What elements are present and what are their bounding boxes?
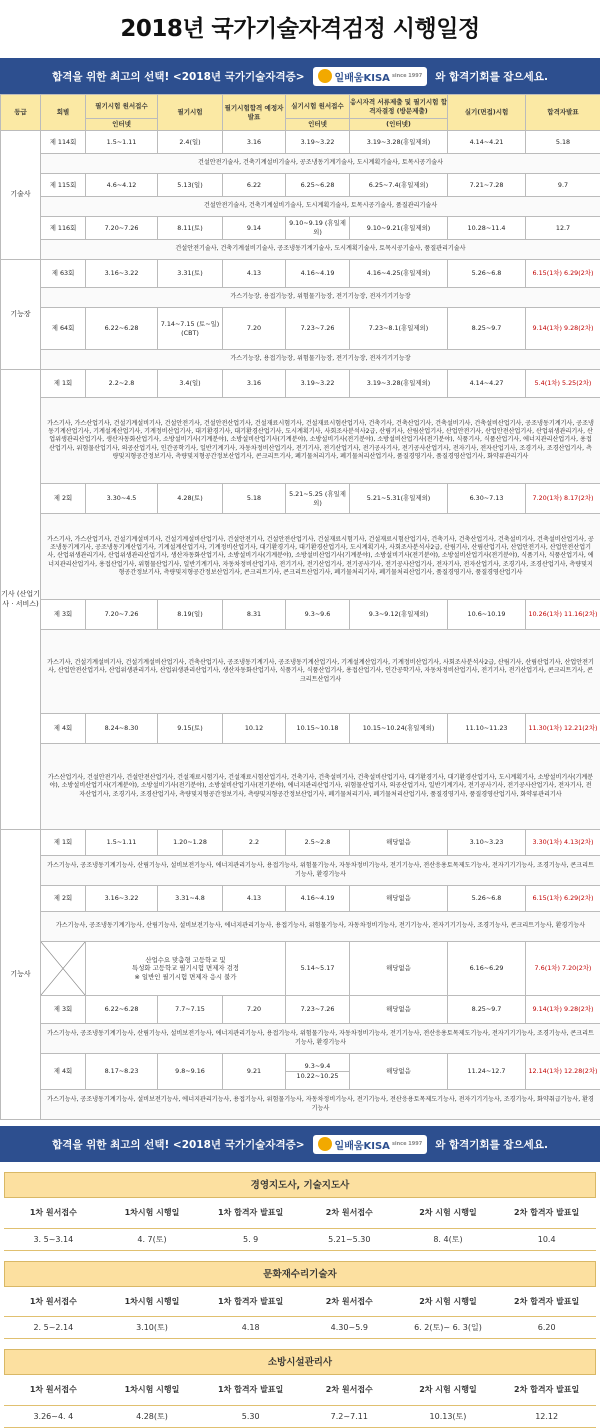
section-table: 1차 원서접수 1차시험 시행일 1차 합격자 발표일 2차 원서접수 2차 시험 시행일 2차 합격자 발표일 3. 5~3.14 4. 7(토) 5. 9 5.21~5.30 8. 4(토) 10.4 (4, 1198, 596, 1251)
owl-icon (318, 69, 332, 83)
header-internet: 인터넷 (86, 119, 158, 131)
table-row: 기사 (산업기사 · 서비스) 제 1회 2.2~2.8 3.4(일) 3.16 3.19~3.22 3.19~3.28(휴일제외) 4.14~4.27 5.4(1차) 5.25(2차) (1, 370, 600, 398)
subjects-row: 가스기사, 가스산업기사, 건설기계설비기사, 건설안전기사, 건설안전산업기사, 건설재료시험기사, 건설재료시험산업기사, 건축기사, 건축산업기사, 건축설비기사, 건축설비산업기사, 공조냉동기계기사, 공조냉동기계산업기사, 기계설계산업기사, 기계정비산업기사, 대기환경기사, 대기환경산업기사, 도시계획기사, 사회조사분석사2급, 산림기사, 산림산업기사, 산업안전기사, 산업안전산업기사, 산업위생관리기사, 산업위생관리산업기사, 생산자동화산업기사, 소방설비기사(기계분야), 소방설비산업기사(기계분야), 소방설비기사(전기분야), 소방설비산업기사(전기분야), 식품기사, 식품산업기사, 에너지관리산업기사, 용접산업기사, 위험물산업기사, 의공산업기사, 인간공학기사, 일반기계기사, 자동차정비산업기사, 전기기사, 전기산업기사, 전기공사기사, 전기공사산업기사, 전자기사, 전자산업기사, 조경기사, 조경산업기사, 측량및지형공간정보기사, 측량및지형공간정보산업기사, 콘크리트기사, 폐기물처리기사, 폐기물처리산업기사, 품질경영기사, 품질경영산업기사, 화약류관리기사 (1, 398, 600, 484)
grade-cell: 기능장 (1, 260, 41, 370)
header-practical-exam: 실기(면접)시험 (448, 95, 526, 131)
subjects-row: 가스산업기사, 건설안전기사, 건설안전산업기사, 건설재료시험기사, 건설재료시험산업기사, 건축기사, 건축설비기사, 건축설비산업기사, 대기환경기사, 대기환경산업기사, 도시계획기사, 소방설비기사(기계분야), 소방설비산업기사(기계분야), 소방설비기사(전기분야), 소방설비산업기사(전기분야), 에너지관리산업기사, 위험물산업기사, 의공산업기사, 일반기계기사, 전기공사기사, 전기공사산업기사, 전자기사, 전자산업기사, 조경기사, 조경산업기사, 측량및지형공간정보기사, 측량및지형공간정보산업기사, 폐기물처리기사, 폐기물처리산업기사, 품질경영기사, 품질경영산업기사, 화약류관리기사 (1, 744, 600, 830)
grade-cell: 기사 (산업기사 · 서비스) (1, 370, 41, 830)
kisa-logo: 일배움KISA since 1997 (313, 1135, 428, 1154)
table-row: 기술사 제 114회 1.5~1.11 2.4(일) 3.16 3.19~3.22 3.19~3.28(휴일제외) 4.14~4.21 5.18 (1, 131, 600, 154)
header-written-result: 필기시험합격 예정자발표 (223, 95, 286, 131)
header-practical-app: 실기시험 원서접수 (286, 95, 350, 119)
table-row: 제 3회 6.22~6.28 7.7~7.15 7.20 7.23~7.26 해당없음 8.25~9.7 9.14(1차) 9.28(2차) (1, 996, 600, 1024)
subjects-row: 가스기능사, 공조냉동기계기능사, 산림기능사, 설비보전기능사, 에너지관리기능사, 용접기능사, 위험물기능사, 자동차정비기능사, 전기기능사, 전산응용토목제도기능사, 전자기기기능사, 조경기능사, 콘크리트기능사, 환경기능사 (1, 856, 600, 886)
header-internet: (인터넷) (350, 119, 448, 131)
grade-cell: 기능사 (1, 830, 41, 1120)
subjects-row: 가스기능사, 공조냉동기계기능사, 산림기능사, 설비보전기능사, 에너지관리기능사, 용접기능사, 위험물기능사, 자동차정비기능사, 전기기능사, 전자기기기능사, 조경기능사, 콘크리트기능사, 환경기능사 (1, 912, 600, 942)
section-title: 소방시설관리사 (4, 1349, 596, 1375)
special-note: 산업수요 맞춤형 고등학교 및 특성화 고등학교 필기시험 면제자 검정 ※ 일반인 필기시험 면제자 응시 불가 (86, 942, 286, 996)
section-title: 문화재수리기술자 (4, 1261, 596, 1287)
header-written-app: 필기시험 원서접수 (86, 95, 158, 119)
banner-left-text: 합격을 위한 최고의 선택! <2018년 국가기술자격증> (52, 69, 304, 84)
section-table: 1차 원서접수 1차시험 시행일 1차 합격자 발표일 2차 원서접수 2차 시험 시행일 2차 합격자 발표일 3.26~4. 4 4.28(토) 5.30 7.2~7.11 10.13(토) 12.12 (4, 1375, 596, 1428)
subjects-row: 가스기능장, 용접기능장, 위험물기능장, 전기기능장, 전자기기기능장 (1, 288, 600, 308)
section-management-consultant (4, 1172, 596, 1251)
subjects-row: 가스기사, 가스산업기사, 건설기계설비기사, 건설기계설비산업기사, 건설안전기사, 건설안전산업기사, 건설재료시험기사, 건설재료시험산업기사, 건축기사, 건축산업기사, 건축설비기사, 건축설비산업기사, 공조냉동기계기사, 공조냉동기계산업기사, 기계설계산업기사, 기계정비산업기사, 대기환경기사, 대기환경산업기사, 도시계획기사, 사회조사분석사2급, 산림기사, 산림산업기사, 산업안전기사, 산업안전산업기사, 산업위생관리기사, 산업위생관리산업기사, 생산자동화산업기사, 소방설비기사(기계분야), 소방설비산업기사(기계분야), 소방설비기사(전기분야), 소방설비산업기사(전기분야), 식품기사, 식품산업기사, 에너지관리산업기사, 용접산업기사, 위험물산업기사, 일반기계기사, 자동차정비산업기사, 전기기사, 전기산업기사, 전기공사기사, 전기공사산업기사, 전자기사, 전자산업기사, 조경기사, 조경산업기사, 측량및지형공간정보기사, 측량및지형공간정보산업기사, 콘크리트기사, 콘크리트산업기사, 폐기물처리기사, 폐기물처리산업기사, 품질경영기사, 품질경영산업기사 (1, 514, 600, 600)
table-row: 제 3회 7.20~7.26 8.19(일) 8.31 9.3~9.6 9.3~9.12(휴일제외) 10.6~10.19 10.26(1차) 11.16(2차) (1, 600, 600, 630)
grade-cell: 기술사 (1, 131, 41, 260)
header-grade: 등급 (1, 95, 41, 131)
crossed-cell (41, 942, 86, 996)
subjects-row: 건설안전기술사, 건축기계설비기술사, 도시계획기술사, 토목시공기술사, 품질관리기술사 (1, 197, 600, 217)
owl-icon (318, 1137, 332, 1151)
subjects-row: 가스기능장, 용접기능장, 위험물기능장, 전기기능장, 전자기기기능장 (1, 350, 600, 370)
table-row: 제 2회 3.30~4.5 4.28(토) 5.18 5.21~5.25 (휴일제외) 5.21~5.31(휴일제외) 6.30~7.13 7.20(1차) 8.17(2차) (1, 484, 600, 514)
cross-lines-icon (41, 942, 85, 995)
exam-schedule-table (0, 94, 600, 1120)
special-row: 산업수요 맞춤형 고등학교 및 특성화 고등학교 필기시험 면제자 검정 ※ 일반인 필기시험 면제자 응시 불가 5.14~5.17 해당없음 6.16~6.29 7.6(1차) 7.20(2차) (1, 942, 600, 996)
table-row: 제 4회 8.24~8.30 9.15(토) 10.12 10.15~10.18 10.15~10.24(휴일제외) 11.10~11.23 11.30(1차) 12.21(2차) (1, 714, 600, 744)
subjects-row: 가스기능사, 공조냉동기계기능사, 설비보전기능사, 에너지관리기능사, 용접기능사, 위험물기능사, 자동차정비기능사, 전기기능사, 전산응용토목제도기능사, 전자기기기능사, 조경기능사, 화약취급기능사, 환경기능사 (1, 1090, 600, 1120)
kisa-logo: 일배움KISA since 1997 (313, 67, 428, 86)
table-row: 제 2회 3.16~3.22 3.31~4.8 4.13 4.16~4.19 해당없음 5.26~6.8 6.15(1차) 6.29(2차) (1, 886, 600, 912)
subjects-row: 건설안전기술사, 건축기계설비기술사, 공조냉동기계기술사, 도시계획기술사, 토목시공기술사, 품질관리기술사 (1, 240, 600, 260)
section-title: 경영지도사, 기술지도사 (4, 1172, 596, 1198)
subjects-row: 가스기사, 건설기계설비기사, 건설기계설비산업기사, 건축산업기사, 공조냉동기계기사, 공조냉동기계산업기사, 기계설계산업기사, 기계정비산업기사, 사회조사분석사2급, 산림기사, 산림산업기사, 산업안전기사, 산업안전산업기사, 산업위생관리기사, 산업위생관리산업기사, 생산자동화산업기사, 식품기사, 식품산업기사, 용접산업기사, 인간공학기사, 자동차정비산업기사, 전기기사, 전기산업기사, 콘크리트기사, 콘크리트산업기사 (1, 630, 600, 714)
header-round: 회별 (41, 95, 86, 131)
table-row: 제 115회 4.6~4.12 5.13(일) 6.22 6.25~6.28 6.25~7.4(휴일제외) 7.21~7.28 9.7 (1, 174, 600, 197)
header-docs: 응시자격 서류제출 및 필기시험 합격자결정 (방문제출) (350, 95, 448, 119)
table-row: 제 4회 8.17~8.23 9.8~9.16 9.21 9.3~9.4 10.22~10.25 해당없음 11.24~12.7 12.14(1차) 12.28(2차) (1, 1054, 600, 1090)
table-row: 제 116회 7.20~7.26 8.11(토) 9.14 9.10~9.19 (휴일제외) 9.10~9.21(휴일제외) 10.28~11.4 12.7 (1, 217, 600, 240)
section-table: 1차 원서접수 1차시험 시행일 1차 합격자 발표일 2차 원서접수 2차 시험 시행일 2차 합격자 발표일 2. 5~2.14 3.10(토) 4.18 4.30~5.9 6. 2(토)~ 6. 3(일) 6.20 (4, 1287, 596, 1340)
top-banner (0, 58, 600, 94)
table-row: 기능사 제 1회 1.5~1.11 1.20~1.28 2.2 2.5~2.8 해당없음 3.10~3.23 3.30(1차) 4.13(2차) (1, 830, 600, 856)
subjects-row: 가스기능사, 공조냉동기계기능사, 산림기능사, 설비보전기능사, 에너지관리기능사, 용접기능사, 위험물기능사, 자동차정비기능사, 전기기능사, 전산응용토목제도기능사, 전자기기기능사, 조경기능사, 콘크리트기능사, 환경기능사 (1, 1024, 600, 1054)
subjects-row: 건설안전기술사, 건축기계설비기술사, 공조냉동기계기술사, 도시계획기술사, 토목시공기술사 (1, 154, 600, 174)
section-fire-facility (4, 1349, 596, 1428)
header-internet: 인터넷 (286, 119, 350, 131)
table-row: 제 64회 6.22~6.28 7.14~7.15 (토~일) (CBT) 7.20 7.23~7.26 7.23~8.1(휴일제외) 8.25~9.7 9.14(1차) 9.28(2차) (1, 308, 600, 350)
page-title: 2018년 국가기술자격검정 시행일정 (0, 0, 600, 58)
table-row: 기능장 제 63회 3.16~3.22 3.31(토) 4.13 4.16~4.19 4.16~4.25(휴일제외) 5.26~6.8 6.15(1차) 6.29(2차) (1, 260, 600, 288)
header-final-result: 합격자발표 (526, 95, 600, 131)
bottom-banner: 합격을 위한 최고의 선택! <2018년 국가기술자격증> 일배움KISA since 1997 와 합격기회를 잡으세요. (0, 1126, 600, 1162)
header-written-exam: 필기시험 (158, 95, 223, 131)
section-cultural-heritage (4, 1261, 596, 1340)
banner-right-text: 와 합격기회를 잡으세요. (435, 69, 548, 84)
